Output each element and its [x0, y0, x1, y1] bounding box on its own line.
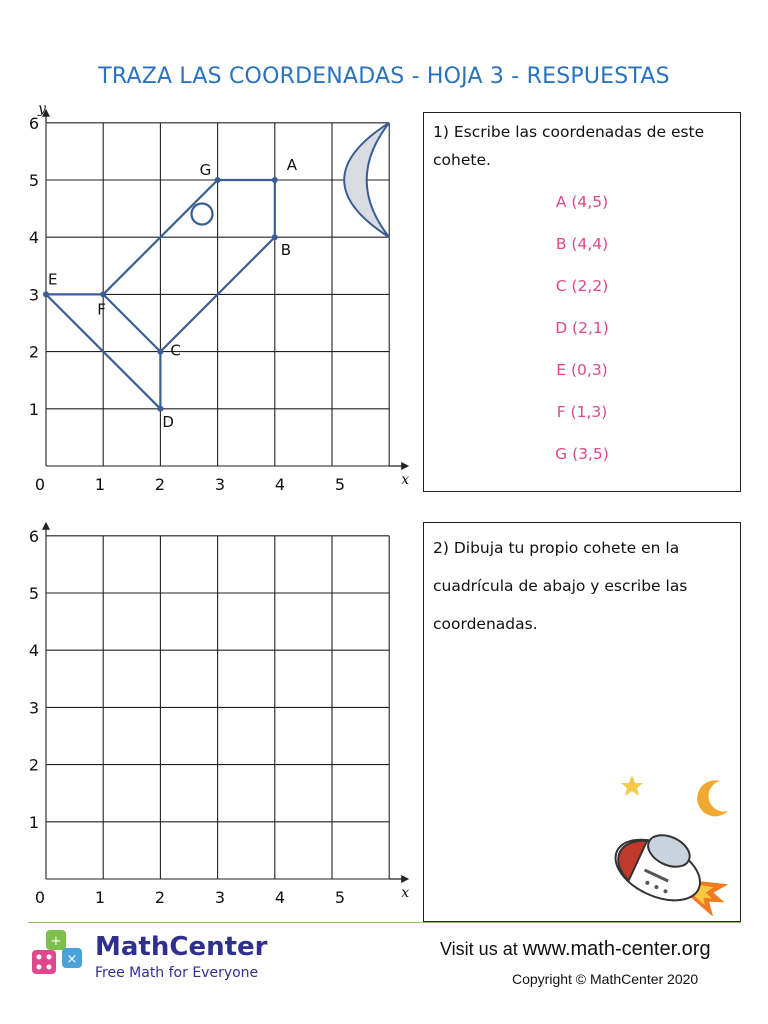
y-axis-label: y	[38, 100, 46, 117]
visit-line	[440, 938, 711, 961]
question2-text: 2) Dibuja tu propio cohete en la cuadrícula de abajo y escribe las coordenadas.	[433, 539, 688, 633]
point-label: A	[286, 156, 298, 174]
x-axis-label: x	[401, 472, 410, 488]
x-tick-label: 1	[94, 475, 106, 494]
y-axis-arrow	[42, 522, 50, 530]
copyright-text: Copyright © MathCenter 2020	[512, 971, 699, 987]
y-tick-label: 2	[28, 755, 40, 775]
y-tick-label: 4	[28, 641, 40, 661]
question1-box	[423, 112, 741, 492]
answer-item: G (3,5)	[555, 445, 609, 463]
footer-divider	[28, 922, 741, 923]
x-tick-label: 1	[94, 888, 106, 907]
y-tick-label: 4	[28, 228, 40, 248]
mathcenter-logo-icon	[24, 926, 86, 986]
y-tick-label: 6	[28, 113, 40, 133]
point-label: B	[280, 241, 292, 260]
x-tick-label: 2	[154, 475, 166, 494]
y-tick-label: 5	[28, 584, 40, 603]
x-tick-label: 4	[274, 888, 286, 907]
x-tick-label: 3	[214, 888, 226, 907]
star-icon	[621, 775, 643, 796]
y-tick-label: 3	[28, 285, 40, 305]
x-tick-label: 4	[274, 475, 286, 494]
x-tick-label: 5	[334, 888, 346, 907]
point-label: C	[170, 341, 181, 360]
answer-item: B (4,4)	[555, 235, 609, 253]
answer-item: C (2,2)	[555, 277, 609, 295]
x-tick-label: 3	[214, 475, 226, 494]
point-label: D	[162, 412, 174, 431]
answer-list	[424, 181, 740, 475]
brand-name: MathCenter	[95, 932, 268, 962]
answer-item: F (1,3)	[556, 403, 608, 421]
rocket-illustration	[602, 771, 737, 916]
brand-tagline: Free Math for Everyone	[95, 965, 259, 981]
y-tick-label: 6	[28, 526, 40, 546]
y-tick-label: 2	[28, 342, 40, 362]
point-label: F	[97, 300, 106, 319]
crescent-moon-icon	[697, 780, 728, 816]
y-tick-label: 3	[28, 698, 40, 718]
x-axis-arrow	[401, 875, 409, 883]
y-tick-label: 5	[28, 171, 40, 190]
x-tick-label: 0	[34, 475, 46, 494]
y-tick-label: 1	[28, 399, 40, 419]
svg-text:+: +	[50, 934, 62, 949]
y-tick-label: 1	[28, 812, 40, 832]
answer-item: A (4,5)	[555, 193, 609, 211]
page-title: TRAZA LAS COORDENADAS - HOJA 3 - RESPUESTAS	[98, 64, 670, 89]
answer-item: E (0,3)	[556, 361, 608, 379]
question1-text: 1) Escribe las coordenadas de este cohete.	[433, 123, 705, 169]
x-tick-label: 2	[154, 888, 166, 907]
x-tick-label: 5	[334, 475, 346, 494]
point-label: G	[199, 161, 212, 179]
x-tick-label: 0	[34, 888, 46, 907]
x-axis-label: x	[401, 885, 410, 901]
website-link[interactable]: www.math-center.org	[522, 938, 711, 960]
visit-prefix: Visit us at	[440, 939, 518, 959]
question2-box	[423, 522, 741, 922]
svg-text:×: ×	[66, 952, 78, 967]
point-label: E	[48, 270, 58, 289]
answer-item: D (2,1)	[555, 319, 609, 337]
